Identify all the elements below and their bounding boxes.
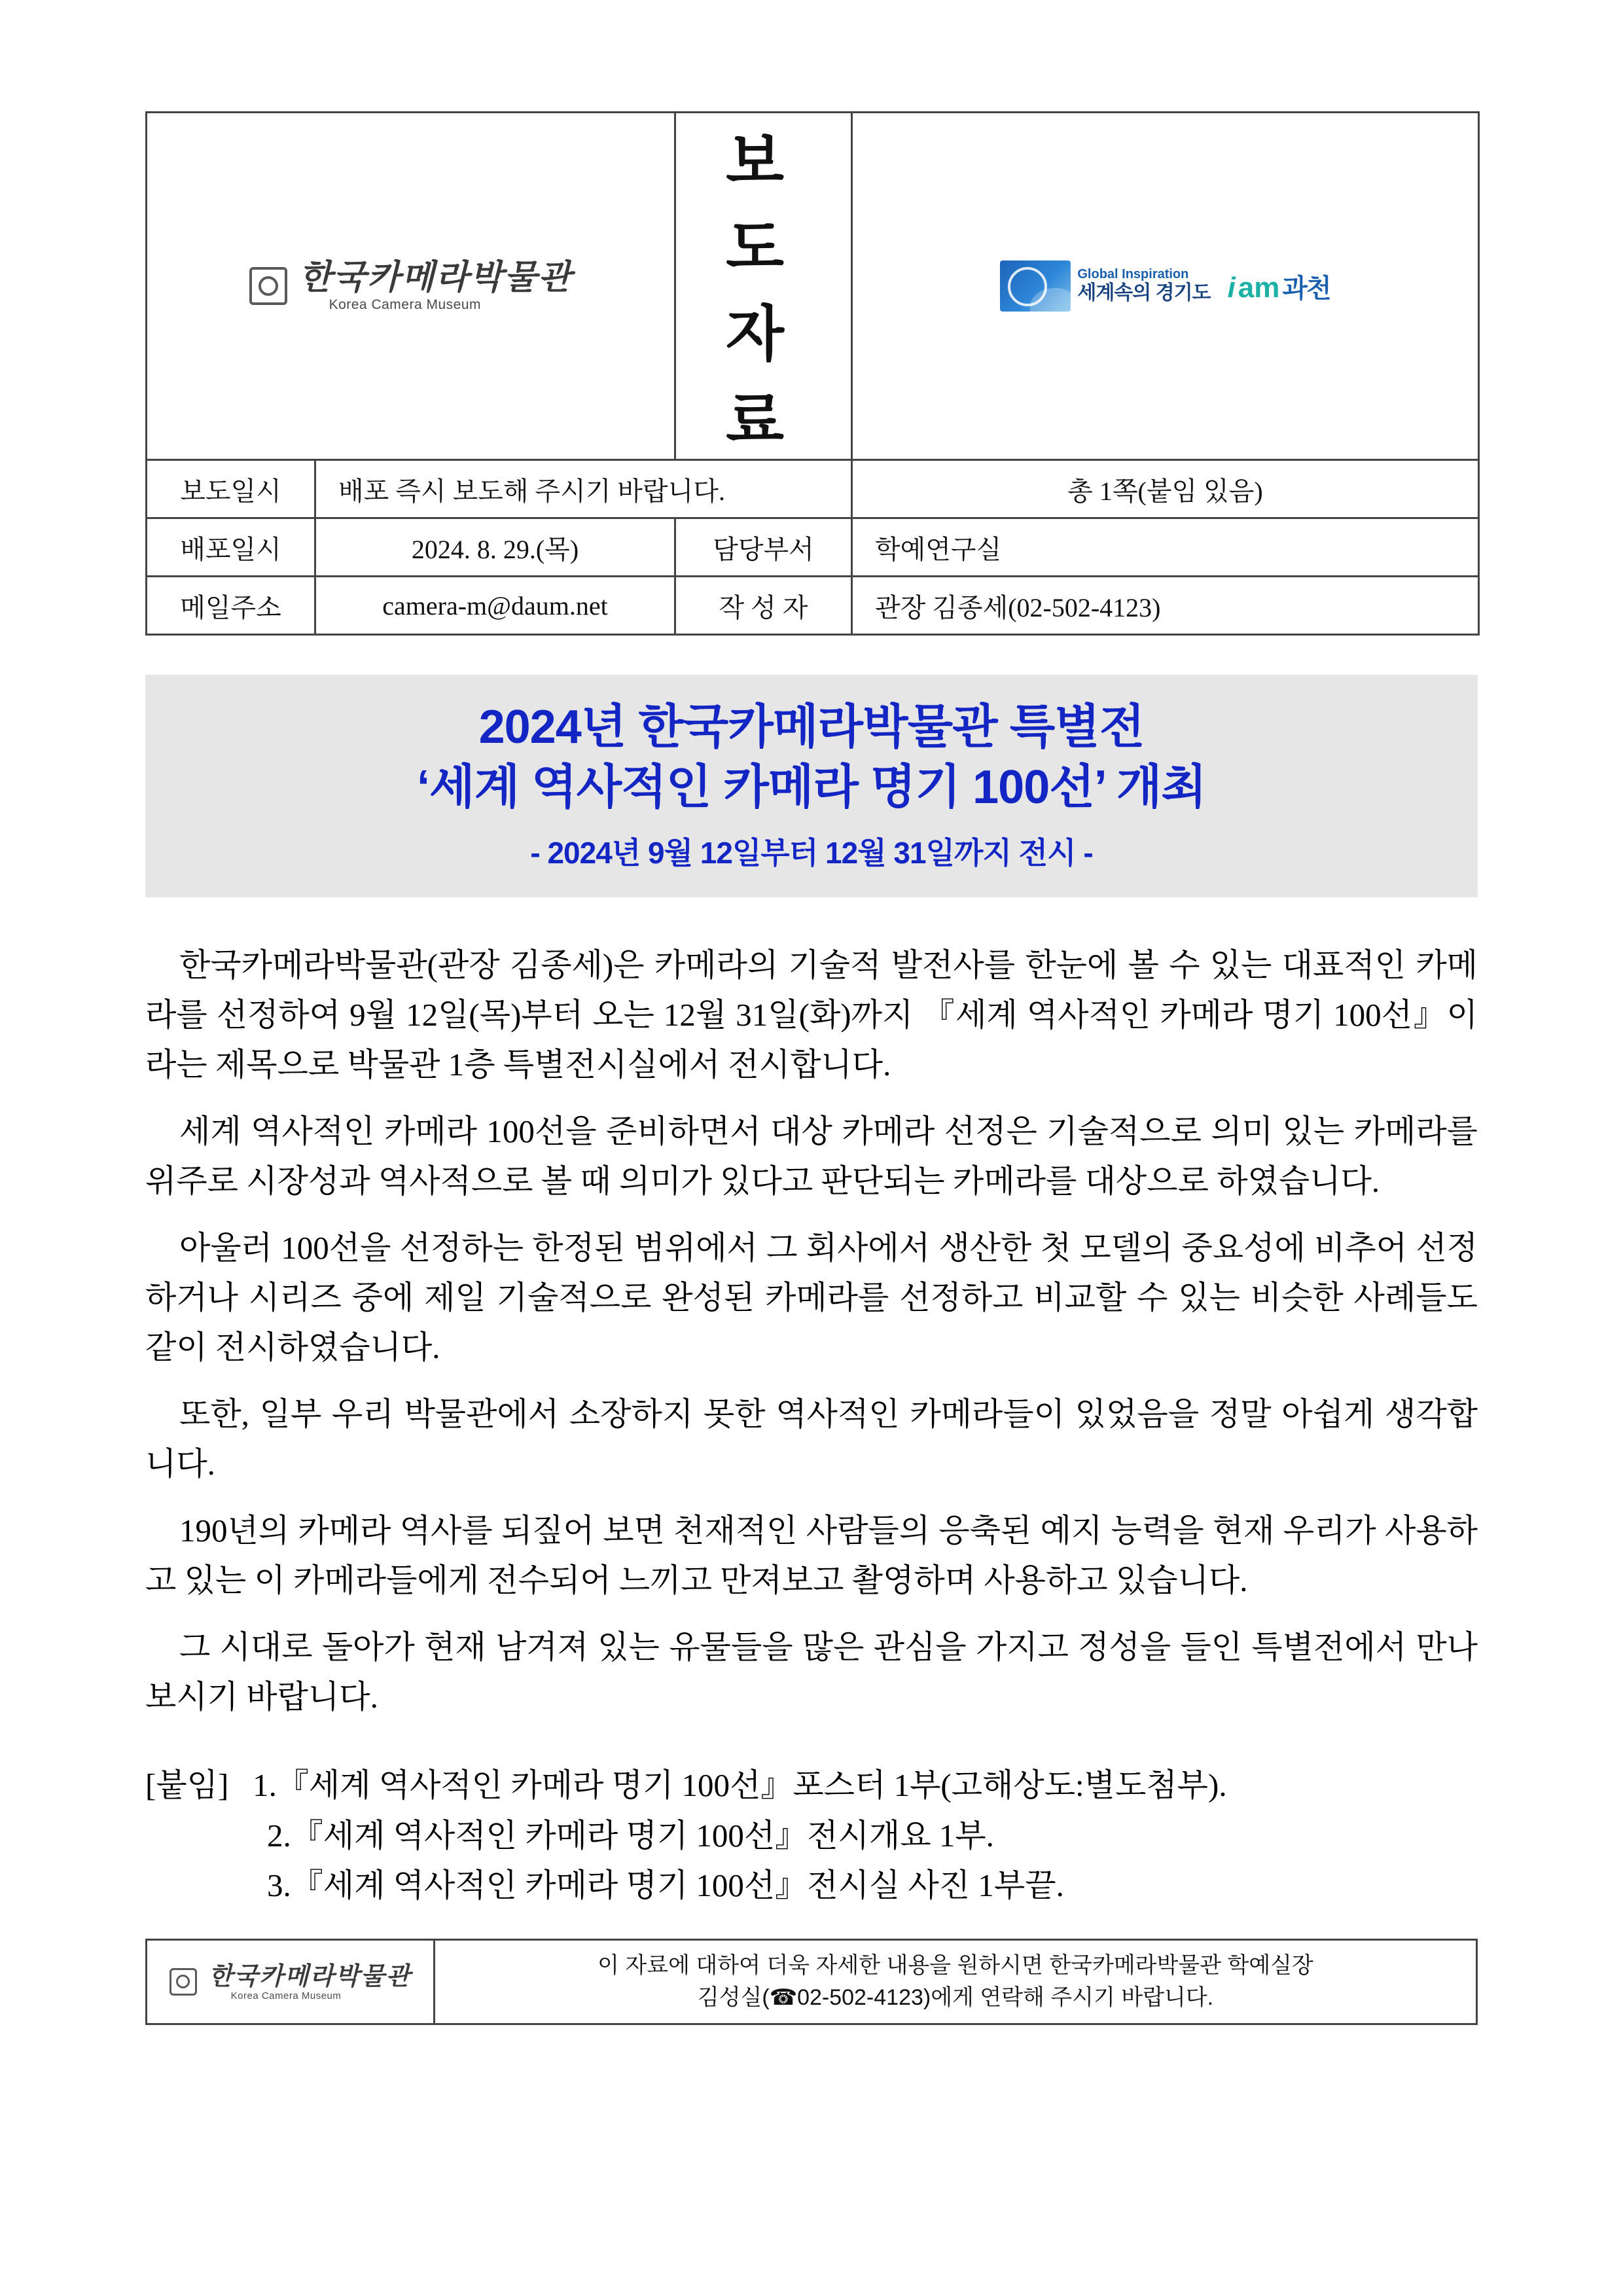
header-brand-row [147,113,1479,460]
gwacheon-name-ko: 과천 [1282,274,1330,303]
museum-logo-cell [147,113,675,460]
camera-logo-icon [249,267,287,305]
value-page-count: 총 1쪽(붙임 있음) [852,460,1479,518]
document-header-table [145,111,1480,636]
attachment-item: 2.『세계 역사적인 카메라 명기 100선』전시개요 1부. [267,1817,994,1854]
attachment-row [145,1761,1478,1810]
attachment-item: 3.『세계 역사적인 카메라 명기 100선』전시실 사진 1부끝. [267,1867,1064,1904]
value-department: 학예연구실 [852,518,1479,577]
paragraph: 그 시대로 돌아가 현재 남겨져 있는 유물들을 많은 관심을 가지고 정성을 들인 특별전에서 만나 보시기 바랍니다. [145,1628,1478,1715]
gyeonggi-tagline-en: Global Inspiration [1077,267,1189,282]
document-type-title: 보 도 자 료 [675,113,852,460]
footer-message-line-1: 이 자료에 대하여 더욱 자세한 내용을 원하시면 한국카메라박물관 학예실장 [597,1952,1313,1978]
gyeonggi-province-badge [1000,260,1210,312]
attachment-label: [붙임] [145,1767,229,1804]
attachment-row [145,1811,1478,1861]
label-distribution-date: 배포일시 [147,518,315,577]
value-email[interactable]: camera-m@daum.net [315,577,675,635]
label-department: 담당부서 [675,518,852,577]
museum-name-en: Korea Camera Museum [329,296,481,312]
footer-contact-name: 김성실( [697,1985,770,2010]
value-release-date: 배포 즉시 보도해 주시기 바랍니다. [315,460,852,518]
value-distribution-date: 2024. 8. 29.(목) [315,518,675,577]
gyeonggi-tagline-ko: 세계속의 경기도 [1077,282,1211,304]
paragraph: 세계 역사적인 카메라 100선을 준비하면서 대상 카메라 선정은 기술적으로 의미 있는 카메라를 위주로 시장성과 역사적으로 볼 때 의미가 있다고 판단되는 카메라를 대상으로 하였습니다. [145,1113,1478,1200]
contact-footer [145,1939,1478,2025]
gwacheon-city-badge [1228,268,1330,305]
telephone-icon: ☎ [769,1984,798,2011]
camera-logo-icon [169,1968,197,1996]
footer-museum-name-en: Korea Camera Museum [230,1990,342,2001]
headline-line-2: ‘세계 역사적인 카메라 명기 100선’ 개최 [417,761,1206,814]
headline-box [145,675,1478,897]
footer-contact-phone: 02-502-4123 [797,1985,923,2010]
label-email: 메일주소 [147,577,315,635]
label-author: 작 성 자 [675,577,852,635]
footer-museum-name-ko: 한국카메라박물관 [208,1960,412,1990]
attachment-item: 1.『세계 역사적인 카메라 명기 100선』포스터 1부(고해상도:별도첨부). [253,1767,1227,1804]
paragraph: 아울러 100선을 선정하는 한정된 범위에서 그 회사에서 생산한 첫 모델의 중요성에 비추어 선정하거나 시리즈 중에 제일 기술적으로 완성된 카메라를 선정하고 비교할 수 있는 비슷한 사례들도 같이 전시하였습니다. [145,1230,1478,1365]
header-row-email [147,577,1479,635]
footer-museum-logo [147,1941,435,2023]
museum-name-ko: 한국카메라박물관 [298,257,573,298]
paragraph: 190년의 카메라 역사를 되짚어 보면 천재적인 사람들의 응축된 예지 능력을 현재 우리가 사용하고 있는 이 카메라들에게 전수되어 느끼고 만져보고 촬영하며 사용하고 있습니다. [145,1512,1478,1598]
partner-badges-cell [852,113,1479,460]
paragraph: 한국카메라박물관(관장 김종세)은 카메라의 기술적 발전사를 한눈에 볼 수 있는 대표적인 카메라를 선정하여 9월 12일(목)부터 오는 12월 31일(화)까지 『세계 역사적인 카메라 명기 100선』이라는 제목으로 박물관 1층 특별전시실에서 전시합니다. [145,947,1478,1083]
footer-contact-message [435,1941,1476,2023]
body-content [145,941,1478,1721]
header-row-release-date [147,460,1479,518]
footer-message-tail: )에게 연락해 주시기 바랍니다. [923,1985,1214,2010]
label-release-date: 보도일시 [147,460,315,518]
gwacheon-i-text: i [1227,271,1236,304]
footer-message-line-2 [698,1982,1213,2014]
header-row-distribution-date [147,518,1479,577]
headline-line-1: 2024년 한국카메라박물관 특별전 [478,701,1145,753]
value-author: 관장 김종세(02-502-4123) [852,577,1479,635]
attachment-row [145,1861,1478,1910]
gyeonggi-flag-icon [1000,260,1071,312]
headline-subtitle: - 2024년 9월 12일부터 12월 31일까지 전시 - [530,836,1093,870]
paragraph: 또한, 일부 우리 박물관에서 소장하지 못한 역사적인 카메라들이 있었음을 정말 아쉽게 생각합니다. [145,1395,1478,1482]
attachment-list [145,1761,1478,1910]
gwacheon-am-text: am [1238,271,1280,304]
